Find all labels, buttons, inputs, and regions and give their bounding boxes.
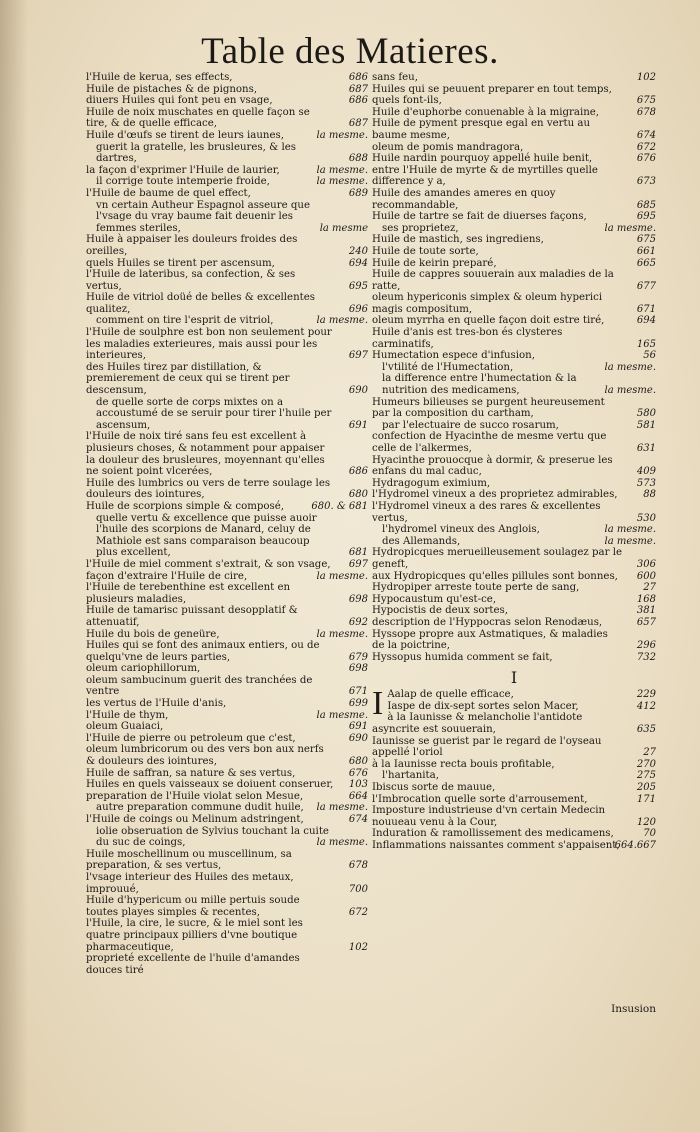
index-entry [372,142,656,154]
entry-page-number: 698 [348,593,368,605]
entry-text: comment on tire l'esprit de vitriol, [96,315,274,327]
index-entry [86,327,368,362]
entry-page-number: 671 [348,686,368,698]
entry-page-number: 687 [348,118,368,130]
entry-page-number: 675 [636,95,656,107]
index-entry [372,234,656,246]
entry-page-number: la mesme [319,222,368,234]
entry-text: vn certain Autheur Espagnol asseure que l'vsage du vray baume fait deuenir les femmes steriles, [96,199,310,234]
entry-page-number: la mesme. [316,315,368,327]
entry-text: Huile à appaiser les douleurs froides des oreilles, [86,234,298,257]
entry-text: Iaspe de dix-sept sortes selon Macer, [387,700,579,712]
entry-page-number: 409 [636,466,656,478]
entry-text: description de l'Hyppocras selon Renodæus, [372,616,603,628]
index-entry [372,84,656,107]
entry-text: Hypocaustum qu'est-ce, [372,593,497,605]
entry-page-number: 686 [348,466,368,478]
index-entry [86,513,368,559]
index-entry [86,663,368,675]
binding-shadow [0,0,28,1132]
entry-page-number: 698 [348,663,368,675]
entry-page-number: la mesme. [604,222,656,234]
entry-text: Huile d'œufs se tirent de leurs iaunes, [86,129,284,141]
entry-page-number: 27 [643,747,656,759]
entry-text: aux Hydropicques qu'elles pillules sont bonnes, [372,570,618,582]
entry-page-number: la mesme. [604,535,656,547]
entry-page-number: 732 [636,651,656,663]
entry-page-number: 306 [636,558,656,570]
entry-text: oleum myrrha en quelle façon doit estre tiré, [372,315,605,327]
entry-text: Hydropiper arreste toute perte de sang, [372,582,580,594]
index-entry [372,770,656,782]
entry-text: l'vtilité de l'Humectation, [382,361,514,373]
entry-text: par l'electuaire de succo rosarum, [382,419,559,431]
entry-text: Iaunisse se guerist par le regard de l'oyseau appellé l'oriol [372,735,602,759]
entry-text: Huile de pistaches & de pignons, [86,83,258,95]
entry-text: Huile de tamarisc puissant desopplatif & attenuatif, [86,605,298,628]
index-entry [86,130,368,142]
entry-text: Huile des lumbrics ou vers de terre soulage les douleurs des iointures, [86,477,331,501]
page-title: Table des Matieres. [201,31,499,72]
entry-text: quelle vertu & excellence que puisse auoir l'huile des scorpions de Manard, celuy de Mathiole est sans comparaison beaucoup plus excellent, [96,512,317,559]
entry-page-number: 674 [348,814,368,825]
entry-text: à la Iaunisse recta bouis profitable, [372,758,555,770]
index-entry [86,733,368,745]
entry-text: Huile de pyment presque egal en vertu au baume mesme, [372,118,591,141]
entry-page-number: la mesme. [316,176,368,188]
entry-page-number: la mesme. [316,570,368,582]
index-entry [86,142,368,165]
entry-page-number: la mesme. [316,709,368,721]
entry-page-number: 102 [636,72,656,83]
entry-text: des Huiles tirez par distillation, & premierement de ceux qui se tirent per descensum, [86,361,290,397]
entry-text: Humectation espece d'infusion, [372,350,535,362]
entry-page-number: 581 [636,419,656,431]
entry-text: Huile du bois de geneüre, [86,628,220,640]
entry-text: l'Hydromel vineux a des proprietez admirables, [372,489,618,501]
index-entry [372,153,656,165]
entry-page-number: 412 [636,700,656,712]
index-entry [372,165,656,188]
entry-text: l'Huile de pierre ou petroleum que c'est, [86,732,296,744]
entry-text: Huile d'anis est tres-bon és clysteres carminatifs, [372,327,563,350]
entry-text: l'hartanita, [382,770,439,782]
entry-text: façon d'extraire l'Huile de cire, [86,570,248,582]
entry-page-number: 679 [348,651,368,663]
index-entry [86,269,368,292]
entry-text: diuers Huiles qui font peu en vsage, [86,95,273,107]
index-entry [372,840,656,852]
entry-text: oleum de pomis mandragora, [372,141,524,153]
index-entry [86,431,368,477]
entry-text: Huiles qui se peuuent preparer en tout temps, quels font-ils, [372,83,612,107]
index-entry [86,640,368,663]
index-entry [86,397,368,432]
entry-page-number: 661 [636,245,656,257]
entry-text: Huile de vitriol doüé de belles & excellentes qualitez, [86,292,315,315]
entry-page-number: 675 [636,234,656,246]
entry-page-number: 102 [348,941,368,953]
index-entry [372,547,656,570]
entry-page-number: 685 [636,199,656,211]
index-entry [372,350,656,362]
entry-text: Huile des amandes ameres en quoy recommandable, [372,187,556,211]
entry-text: Aalap de quelle efficace, [387,689,514,701]
entry-page-number: 240 [348,245,368,257]
entry-text: Hypocistis de deux sortes, [372,605,509,617]
entry-text: à la Iaunisse & melancholie l'antidote asyncrite est souuerain, [372,712,583,736]
entry-page-number: 680 [348,756,368,768]
entry-page-number: la mesme. [316,802,368,814]
entry-page-number: 699 [348,698,368,710]
index-entry [372,501,656,524]
index-entry [372,571,656,583]
index-entry [86,849,368,872]
entry-page-number: 690 [348,732,368,744]
index-entry [86,571,368,583]
entry-text: la façon d'exprimer l'Huile de laurier, [86,164,280,176]
entry-text: Hyssopus humida comment se fait, [372,651,553,663]
entry-text: l'Huile de lateribus, sa confection, & ses vertus, [86,269,296,292]
index-entry [372,455,656,478]
index-entry [86,315,368,327]
entry-page-number: 680. & 681 [311,500,368,512]
entry-text: Huile d'euphorbe conuenable à la migraine, [372,106,600,118]
index-entry [372,594,656,606]
index-entry [86,362,368,397]
index-entry [372,107,656,119]
entry-text: l'Huile de noix tiré sans feu est excellent à plusieurs choses, & notamment pour appaiser la douleur des brusleures, moyennant qu'elles ne soient point vlcerées, [86,431,325,478]
entry-page-number: 692 [348,616,368,628]
entry-page-number: 696 [348,303,368,315]
entry-text: sans feu, [372,72,418,83]
index-entry [86,698,368,710]
entry-text: l'Huile, la cire, le sucre, & le miel sont les quatre principaux pilliers d'vne boutique pharmaceutique, [86,918,303,953]
index-entry [86,107,368,130]
entry-page-number: 678 [636,106,656,118]
entry-text: preparation de l'Huile violat selon Mesue, [86,790,304,802]
entry-text: Huile de keirin preparé, [372,257,497,269]
entry-page-number: 687 [348,83,368,95]
index-entry [372,629,656,652]
index-entry [86,744,368,767]
entry-text: l'Imbrocation quelle sorte d'arrousement, [372,793,588,805]
entry-page-number: 697 [348,350,368,362]
index-entry [372,782,656,794]
entry-page-number: 296 [636,640,656,652]
entry-page-number: 88 [643,489,656,501]
index-entry [372,362,656,374]
entry-text: Hyssope propre aux Astmatiques, & maladies de la poictrine, [372,628,608,652]
index-entry [372,258,656,270]
entry-text: Huile de toute sorte, [372,245,479,257]
entry-page-number: 657 [636,616,656,628]
entry-page-number: la mesme. [316,628,368,640]
entry-page-number: 665 [636,257,656,269]
entry-page-number: 672 [348,906,368,918]
entry-page-number: 205 [636,782,656,794]
entry-page-number: 681 [348,547,368,559]
index-entry [372,431,656,454]
entry-page-number: 165 [636,338,656,350]
index-entry [372,759,656,771]
entry-text: l'vsage interieur des Huiles des metaux, improuué, [86,871,294,895]
index-entry [86,559,368,571]
entry-text: ses proprietez, [382,222,459,234]
index-entry [86,605,368,628]
index-entry [86,292,368,315]
index-entry [372,397,656,420]
entry-page-number: la mesme. [316,837,368,849]
index-entry [372,315,656,327]
entry-page-number: 694 [636,315,656,327]
index-entry [86,629,368,641]
right-column-i-entries [372,685,656,851]
entry-text: Huiles en quels vaisseaux se doiuent conseruer, [86,779,334,791]
entry-text: Inflammations naissantes comment s'appaisent, [372,840,620,851]
index-entry [86,802,368,814]
index-entry [86,582,368,605]
entry-text: l'Huile de miel comment s'extrait, & son vsage, [86,558,331,570]
index-entry [372,536,656,548]
index-entry [86,95,368,107]
index-entry [372,420,656,432]
entry-text: Induration & ramollissement des medicamens, [372,828,614,840]
entry-text: Ibiscus sorte de mauue, [372,782,496,794]
entry-text: oleum hypericonis simplex & oleum hyperici magis compositum, [372,292,603,315]
entry-text: oleum lumbricorum ou des vers bon aux nerfs & douleurs des iointures, [86,744,324,768]
entry-page-number: la mesme. [316,164,368,176]
entry-page-number: 695 [348,280,368,292]
entry-text: Humeurs bilieuses se purgent heureusement par la composition du cartham, [372,396,605,420]
index-entry [86,176,368,188]
entry-page-number: 270 [636,758,656,770]
entry-text: Huile nardin pourquoy appellé huile benit, [372,153,593,165]
entry-page-number: 686 [348,72,368,83]
entry-page-number: 691 [348,419,368,431]
entry-page-number: 694 [348,257,368,269]
entry-text: oleum sambucinum guerit des tranchées de ventre [86,674,313,698]
index-entry [372,211,656,223]
entry-page-number: 672 [636,141,656,153]
entry-page-number: 671 [636,303,656,315]
entry-text: Huile de cappres souuerain aux maladies de la ratte, [372,269,614,292]
entry-text: l'Huile de coings ou Melinum adstringent, [86,814,304,825]
entry-text: autre preparation commune dudit huile, [96,802,304,814]
entry-text: la difference entre l'humectation & la nutrition des medicamens, [382,373,577,397]
entry-text: Huile moschellinum ou muscellinum, sa preparation, & ses vertus, [86,848,292,872]
entry-text: Huile de tartre se fait de diuerses façons, [372,211,587,223]
index-entry [86,814,368,826]
entry-page-number: 676 [636,153,656,165]
entry-page-number: 580 [636,408,656,420]
entry-page-number: 120 [636,816,656,828]
index-entry [372,828,656,840]
index-entry [372,712,656,735]
dropcap-letter: I [372,685,384,723]
entry-text: Imposture industrieuse d'vn certain Medecin nouueau venu à la Cour, [372,805,606,828]
index-entry [86,779,368,791]
entry-page-number: 688 [348,153,368,165]
entry-text: Hyacinthe prouocque à dormir, & preserue les enfans du mal caduc, [372,454,613,478]
index-entry [86,200,368,235]
index-entry [372,72,656,84]
entry-page-number: 676 [348,767,368,779]
entry-page-number: 673 [636,176,656,188]
entry-text: l'Huile de kerua, ses effects, [86,72,233,83]
index-entry [86,501,368,513]
index-entry [86,768,368,780]
index-entry [372,188,656,211]
index-entry [86,710,368,722]
entry-text: oleum Guaiaci, [86,721,164,733]
entry-page-number: 664 [348,790,368,802]
index-entry [372,292,656,315]
entry-page-number: la mesme. [604,524,656,536]
entry-page-number: la mesme. [604,385,656,397]
index-entry [86,721,368,733]
index-entry [372,246,656,258]
entry-page-number: 674 [636,129,656,141]
entry-page-number: 70 [643,828,656,840]
index-entry [372,223,656,235]
entry-page-number: 56 [643,350,656,362]
index-entry [86,826,368,849]
entry-text: l'Huile de baume de quel effect, [86,187,251,199]
right-column [372,72,656,852]
index-entry [372,269,656,292]
index-entry [86,234,368,257]
entry-text: Huile de noix muschates en quelle façon se tire, & de quelle efficace, [86,106,310,130]
index-entry [372,805,656,828]
index-entry [372,373,656,396]
entry-page-number: 690 [348,385,368,397]
entry-page-number: 573 [636,477,656,489]
index-entry [372,617,656,629]
entry-page-number: la mesme. [604,361,656,373]
entry-page-number: 381 [636,605,656,617]
entry-page-number: 27 [643,582,656,594]
index-entry [372,524,656,536]
entry-text: Huile de saffran, sa nature & ses vertus, [86,767,296,779]
entry-page-number: 700 [348,883,368,895]
entry-text: quels Huiles se tirent per ascensum, [86,257,275,269]
entry-text: Huile d'hypericum ou mille pertuis soude toutes playes simples & recentes, [86,895,300,918]
index-entry [86,675,368,698]
index-entry [86,84,368,96]
entry-text: entre l'Huile de myrte & de myrtilles quelle difference y a, [372,164,598,188]
entry-page-number: 530 [636,512,656,524]
left-column [86,72,368,976]
index-entry [372,652,656,664]
index-entry [86,895,368,918]
entry-page-number: 275 [636,770,656,782]
entry-page-number: 695 [636,211,656,223]
entry-text: l'Hydromel vineux a des rares & excellentes vertus, [372,500,601,524]
entry-text: oleum cariophillorum, [86,663,201,675]
entry-text: les vertus de l'Huile d'anis, [86,698,227,710]
entry-page-number: 689 [348,187,368,199]
entry-text: Hydragogum eximium, [372,477,491,489]
index-entry [372,489,656,501]
entry-page-number: la mesme. [316,129,368,141]
index-entry [86,165,368,177]
index-entry [372,736,656,759]
catchword: Insusion [611,1003,656,1015]
index-entry [86,791,368,803]
entry-page-number: 664.667 [614,840,656,851]
index-entry [86,188,368,200]
index-entry [86,872,368,895]
entry-page-number: 697 [348,558,368,570]
entry-text: il corrige toute intemperie froide, [96,176,270,188]
index-entry [372,582,656,594]
entry-text: Huile de scorpions simple & composé, [86,500,285,512]
entry-page-number: 168 [636,593,656,605]
entry-text: iolie obseruation de Sylvius touchant la cuite du suc de coings, [96,825,329,849]
entry-text: Huile de mastich, ses ingrediens, [372,234,544,246]
letter-heading: I [510,668,518,688]
entry-page-number: 635 [636,724,656,736]
entry-page-number: 600 [636,570,656,582]
index-entry [372,605,656,617]
index-entry [86,953,368,976]
index-entry [86,918,368,953]
entry-page-number: 103 [348,779,368,791]
entry-text: des Allemands, [382,535,461,547]
entry-text: l'Huile de terebenthine est excellent en plusieurs maladies, [86,582,291,605]
index-entry [372,478,656,490]
entry-page-number: 680 [348,489,368,501]
entry-text: Huiles qui se font des animaux entiers, ou de quelqu'vne de leurs parties, [86,640,320,663]
entry-page-number: 677 [636,280,656,292]
entry-text: de quelle sorte de corps mixtes on a accoustumé de se seruir pour tirer l'huile per ascensum, [96,396,332,431]
index-entry [372,794,656,806]
entry-page-number: 631 [636,443,656,454]
index-entry [86,72,368,84]
entry-page-number: 691 [348,721,368,733]
entry-text: guerit la gratelle, les brusleures, & les dartres, [96,141,296,165]
right-column-h-entries [372,72,656,663]
index-entry [372,327,656,350]
entry-text: confection de Hyacinthe de mesme vertu que celle de l'alkermes, [372,431,607,454]
entry-page-number: 678 [348,860,368,872]
index-entry [86,258,368,270]
entry-text: Hydropicques merueilleusement soulagez par le geneft, [372,547,622,570]
entry-text: proprieté excellente de l'huile d'amandes douces tiré [86,953,300,976]
entry-text: l'hydromel vineux des Anglois, [382,524,540,536]
entry-page-number: 171 [636,793,656,805]
entry-text: l'Huile de soulphre est bon non seulement pour les maladies exterieures, mais aussi pour les interieures, [86,327,332,362]
index-entry [372,701,656,713]
index-entry [86,478,368,501]
entry-page-number: 686 [348,95,368,107]
entry-text: l'Huile de thym, [86,709,169,721]
entry-page-number: 229 [636,689,656,701]
index-entry [372,118,656,141]
